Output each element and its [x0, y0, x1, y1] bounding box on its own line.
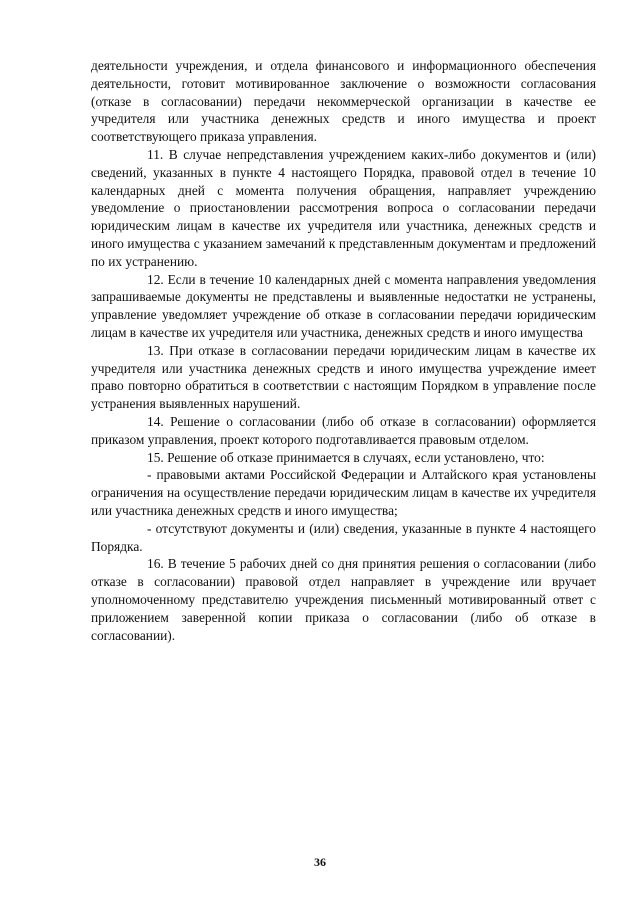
paragraph-16: 16. В течение 5 рабочих дней со дня принятия решения о согласовании (либо отказе в согласовании) правовой отдел направляет в учреждение или вручает уполномоченному представителю учреждения письменный мотивированный ответ с приложением заверенной копии приказа о согласовании (либо об отказе в согласовании).: [91, 556, 596, 643]
paragraph-15: 15. Решение об отказе принимается в случаях, если установлено, что:: [147, 449, 545, 465]
list-item-missing-documents: - отсутствуют документы и (или) сведения, указанные в пункте 4 настоящего Порядка.: [91, 520, 596, 554]
paragraph-11: 11. В случае непредставления учреждением каких-либо документов и (или) сведений, указанных в пункте 4 настоящего Порядка, правовой отдел в течение 10 календарных дней с момента получения обращения, направляет учреждению уведомление о приостановлении рассмотрения вопроса о согласовании передачи юридическим лицам в качестве их учредителя или участника, денежных средств и иного имущества с указанием замечаний к представленным документам и предложений по их устранению.: [91, 146, 596, 269]
paragraph-12: 12. Если в течение 10 календарных дней с момента направления уведомления запрашиваемые документы не представлены и выявленные недостатки не устранены, управление уведомляет учреждение об отказе в согласовании передачи юридическим лицам в качестве их учредителя или участника, денежных средств и иного имущества: [91, 271, 596, 340]
page-number: 36: [314, 855, 326, 869]
paragraph-14: 14. Решение о согласовании (либо об отказе в согласовании) оформляется приказом управления, проект которого подготавливается правовым отделом.: [91, 413, 596, 447]
document-body: [91, 57, 596, 644]
paragraph-continuation: деятельности учреждения, и отдела финансового и информационного обеспечения деятельности, готовит мотивированное заключение о возможности согласования (отказе в согласовании) передачи некоммерческой организации в качестве ее учредителя или участника денежных средств и иного имущества и проект соответствующего приказа управления.: [91, 58, 596, 145]
list-item-legal-acts: - правовыми актами Российской Федерации и Алтайского края установлены ограничения на осуществление передачи юридическим лицам в качестве их учредителя или участника денежных средств и иного имущества;: [91, 467, 596, 518]
paragraph-13: 13. При отказе в согласовании передачи юридическим лицам в качестве их учредителя или участника денежных средств и иного имущества учреждение имеет право повторно обратиться в соответствии с настоящим Порядком в управление после устранения выявленных нарушений.: [91, 342, 596, 412]
